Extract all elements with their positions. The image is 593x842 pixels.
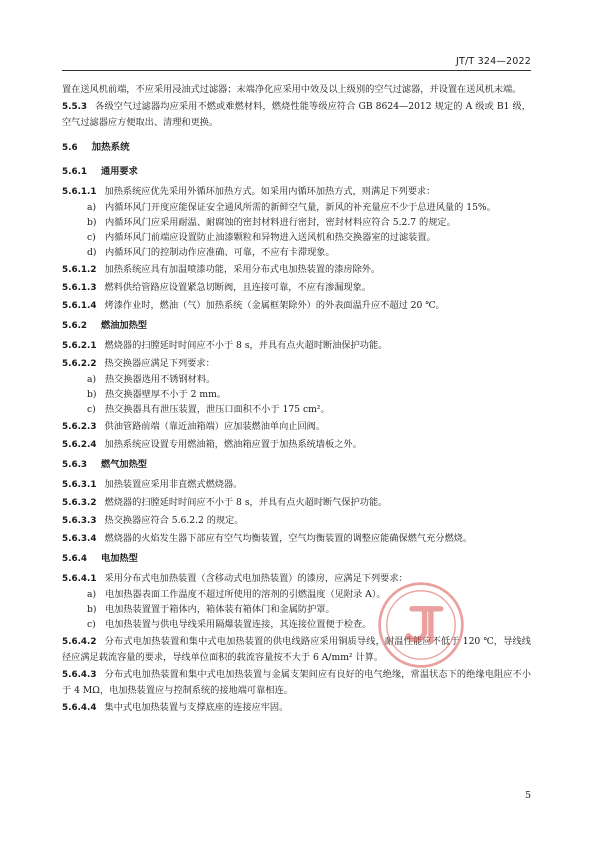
clause-5-6-1-4 (62, 298, 531, 314)
section-number: 5.6.2 (62, 321, 88, 331)
clause-text: 供油管路前端（靠近油箱端）应加装燃油单向止回阀。 (104, 421, 326, 432)
clause-text: 烤漆作业时，燃油（气）加热系统（金属框架除外）的外表面温升应不超过 20 ℃。 (104, 300, 445, 311)
clause-number: 5.6.1.2 (62, 265, 97, 275)
header-rule (62, 70, 531, 71)
clause-5-6-3-1 (62, 477, 531, 493)
continuation-text: 置在送风机前端，不应采用浸油式过滤器；末端净化应采用中效及以上级别的空气过滤器，并设置在送风机末端。 (62, 84, 522, 95)
clause-number: 5.6.3.4 (62, 534, 97, 544)
list-label: a) (87, 589, 97, 600)
clause-number: 5.5.3 (62, 102, 88, 112)
section-5-6-1-heading (62, 164, 531, 180)
clause-text: 分布式电加热装置和集中式电加热装置的供电线路应采用铜质导线，耐温性能应不低于 120 ℃，导线线径应满足载流容量的要求，导线单位面积的载流容量按不大于 6 A/mm² 计算。 (62, 636, 531, 663)
clause-text: 热交换器应满足下列要求： (104, 358, 215, 369)
clause-5-6-1-2 (62, 262, 531, 278)
doc-code: JT/T 324—2022 (455, 56, 531, 67)
list-text: 热交换器选用不锈钢材料。 (105, 374, 216, 385)
list-label: c) (87, 404, 96, 415)
clause-5-6-3-2 (62, 495, 531, 511)
clause-5-6-4-3 (62, 667, 531, 698)
clause-number: 5.6.4.1 (62, 574, 97, 584)
clause-text: 分布式电加热装置和集中式电加热装置与金属支架间应有良好的电气绝缘，常温状态下的绝缘电阻应不小于 4 MΩ，电加热装置应与控制系统的接地端可靠相连。 (62, 669, 531, 696)
clause-number: 5.6.2.1 (62, 341, 97, 351)
section-5-6-2-heading (62, 318, 531, 334)
list-label: b) (87, 604, 97, 615)
list-label: a) (87, 202, 97, 213)
section-5-6-4-heading (62, 551, 531, 567)
clause-text: 采用分布式电加热装置（含移动式电加热装置）的漆房，应满足下列要求： (104, 573, 408, 584)
list-item (87, 230, 531, 245)
section-title: 加热系统 (91, 142, 130, 153)
list-text: 热交换器壁厚不小于 2 mm。 (105, 389, 226, 400)
list-item (87, 245, 531, 260)
section-number: 5.6.3 (62, 460, 88, 470)
clause-5-5-3 (62, 99, 531, 130)
list-label: a) (87, 374, 97, 385)
list-text: 电加热器表面工作温度不超过所使用的溶剂的引燃温度（见附录 A）。 (105, 589, 386, 600)
list-label: b) (87, 389, 97, 400)
clause-5-6-1-3 (62, 280, 531, 296)
list-item (87, 372, 531, 387)
clause-number: 5.6.2.4 (62, 440, 97, 450)
clause-text: 各级空气过滤器均应采用不燃或难燃材料，燃烧性能等级应符合 GB 8624—2012 规定的 A 级或 B1 级，空气过滤器应方便取出、清理和更换。 (62, 101, 531, 128)
list-label: d) (87, 247, 97, 258)
clause-number: 5.6.4.2 (62, 637, 97, 647)
clause-number: 5.6.1.4 (62, 301, 97, 311)
clause-text: 燃烧器的扫膛延时时间应不小于 8 s，并具有点火超时断气保护功能。 (104, 497, 388, 508)
clause-number: 5.6.4.3 (62, 670, 97, 680)
list-text: 内循环风门前端应设置防止油漆颗粒和异物进入送风机和热交换器室的过滤装置。 (105, 232, 436, 243)
list-label: c) (87, 619, 96, 630)
list-text: 电加热装置与供电导线采用隔爆装置连接，其连接位置便于检查。 (105, 619, 372, 630)
list-text: 内循环风门应采用耐温、耐腐蚀的密封材料进行密封，密封材料应符合 5.2.7 的规定。 (105, 217, 456, 228)
section-number: 5.6.4 (62, 554, 88, 564)
section-number: 5.6.1 (62, 167, 88, 177)
clause-5-6-2-3 (62, 419, 531, 435)
section-5-6-3-heading (62, 457, 531, 473)
section-title: 燃气加热型 (101, 459, 147, 470)
list-text: 热交换器具有泄压装置，泄压口面积不小于 175 cm²。 (105, 404, 330, 415)
list-label: b) (87, 217, 97, 228)
clause-text: 燃烧器的火焰发生器下部应有空气均衡装置，空气均衡装置的调整应能确保燃气充分燃烧。 (104, 533, 473, 544)
clause-number: 5.6.3.3 (62, 516, 97, 526)
clause-5-6-4-4 (62, 700, 531, 716)
clause-number: 5.6.4.4 (62, 703, 97, 713)
clause-5-6-3-4 (62, 531, 531, 547)
list-item (87, 215, 531, 230)
list-item (87, 387, 531, 402)
clause-5-6-3-3 (62, 513, 531, 529)
clause-text: 加热装置应采用非直燃式燃烧器。 (104, 479, 243, 490)
clause-number: 5.6.3.1 (62, 480, 97, 490)
clause-5-6-2-4 (62, 437, 531, 453)
section-title: 通用要求 (101, 166, 138, 177)
clause-5-6-2-2 (62, 356, 531, 372)
list-item (87, 200, 531, 215)
clause-text: 加热系统应设置专用燃油箱，燃油箱应置于加热系统墙板之外。 (104, 439, 362, 450)
list-item (87, 402, 531, 417)
clause-5-6-2-1 (62, 338, 531, 354)
clause-text: 燃烧器的扫膛延时时间应不小于 8 s，并具有点火超时断油保护功能。 (104, 340, 388, 351)
page-number: 5 (524, 790, 531, 801)
clause-number: 5.6.1.3 (62, 283, 97, 293)
list-text: 内循环风门的控制动作应准确、可靠，不应有卡滞现象。 (105, 247, 335, 258)
list-text: 电加热装置置于箱体内，箱体装有箱体门和金属防护罩。 (105, 604, 335, 615)
list-label: c) (87, 232, 96, 243)
clause-text: 集中式电加热装置与支撑底座的连接应牢固。 (104, 702, 289, 713)
clause-number: 5.6.1.1 (62, 187, 97, 197)
clause-text: 燃料供给管路应设置紧急切断阀，且连接可靠，不应有渗漏现象。 (104, 282, 371, 293)
clause-5-6-1-1 (62, 184, 531, 200)
section-title: 燃油加热型 (101, 320, 147, 331)
publisher-watermark-seal (376, 580, 466, 670)
clause-text: 加热系统应具有加温喷漆功能，采用分布式电加热装置的漆房除外。 (104, 264, 381, 275)
clause-number: 5.6.2.3 (62, 422, 97, 432)
clause-text: 加热系统应优先采用外循环加热方式。如采用内循环加热方式，则满足下列要求： (104, 186, 436, 197)
clause-number: 5.6.2.2 (62, 359, 97, 369)
section-title: 电加热型 (101, 553, 138, 564)
section-number: 5.6 (62, 143, 78, 153)
list-text: 内循环风门开度应能保证安全通风所需的新鲜空气量，新风的补充量应不少于总进风量的 15%。 (105, 202, 496, 213)
clause-number: 5.6.3.2 (62, 498, 97, 508)
clause-text: 热交换器应符合 5.6.2.2 的规定。 (104, 515, 244, 526)
section-5-6-heading (62, 140, 531, 156)
